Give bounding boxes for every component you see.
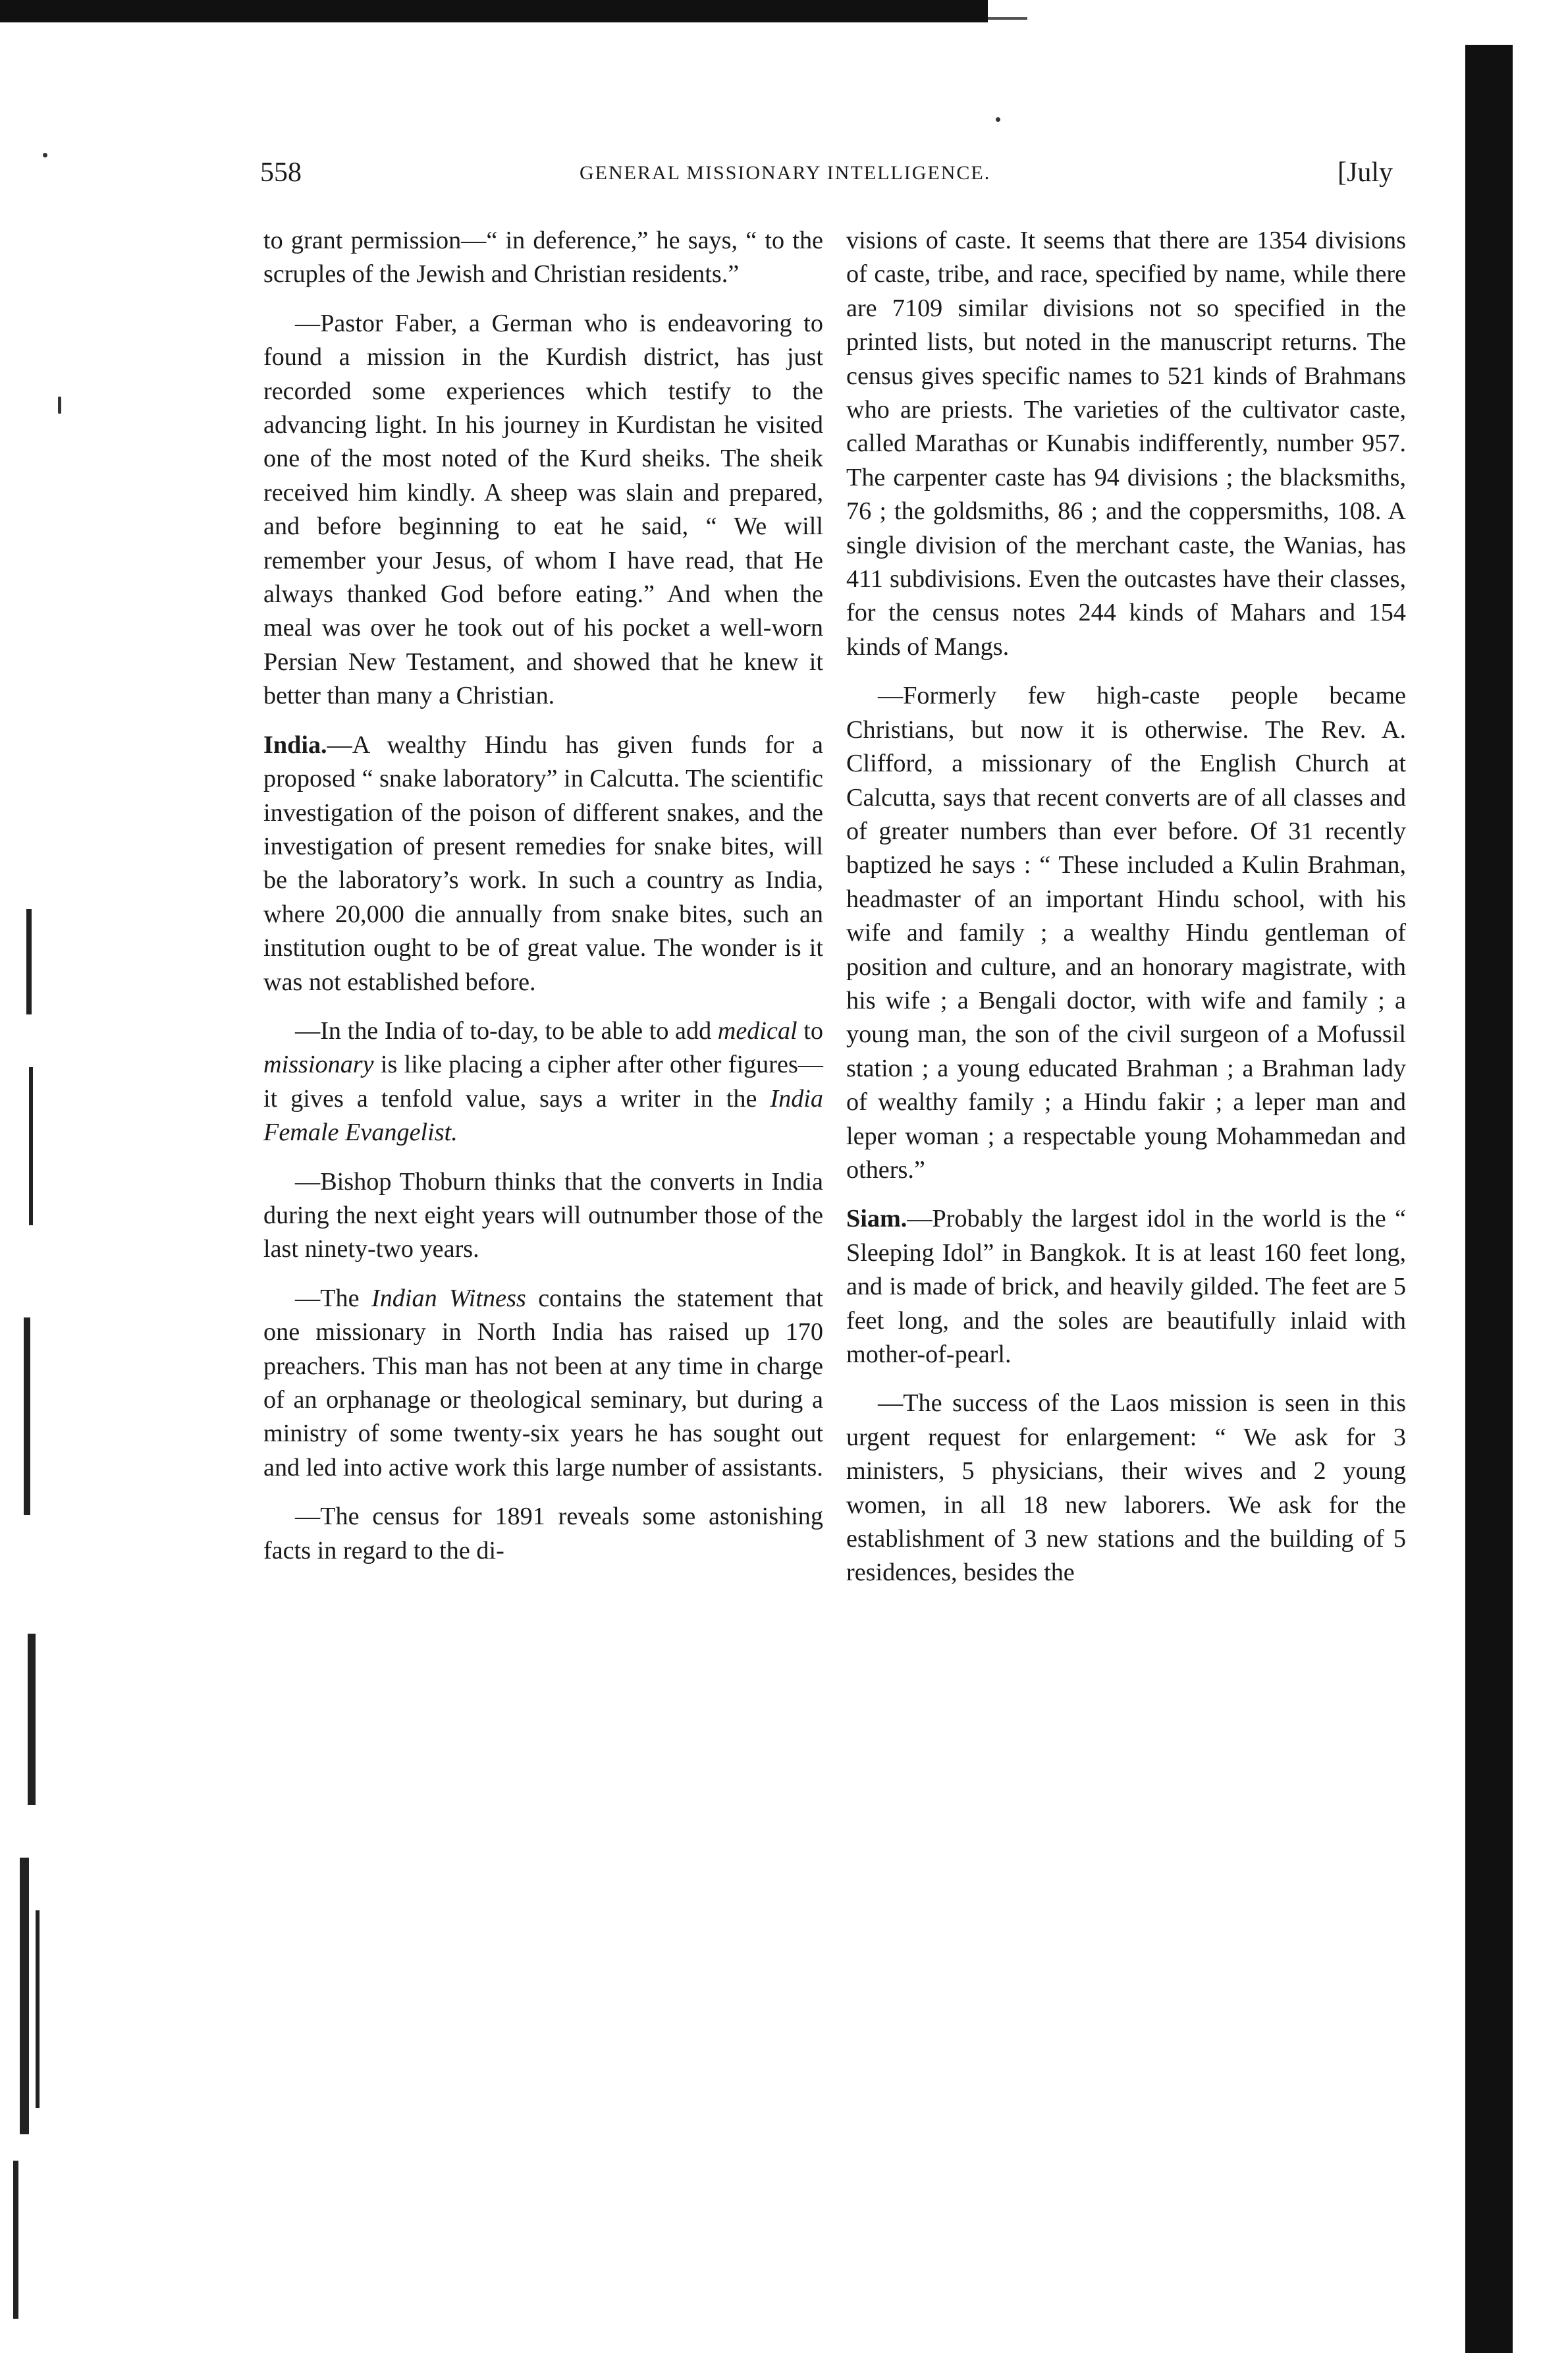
scan-top-rule-tail [988,17,1027,20]
section-lead: Siam. [846,1205,907,1233]
paragraph: —Formerly few high-caste people became Christians, but now it is otherwise. The Rev. A. Clifford, a missionary of the English Church at Calcutta, says that recent converts are of all classes and of greater numbers than ever before. Of 31 recently baptized he says : “ These included a Kulin Brahman, headmaster of an important Hindu school, with his wife and family ; a wealthy Hindu gentleman of position and culture, and an honorary magistrate, with his wife ; a Bengali doctor, with wife and family ; a young man, the son of the civil surgeon of a Mofussil station ; a young educated Brahman ; a Brahman lady of wealthy family ; a Hindu fakir ; a leper man and leper woman ; a respectable young Mohammedan and others.” [846,682,1406,1184]
running-title: GENERAL MISSIONARY INTELLIGENCE. [580,162,991,184]
paragraph: —Bishop Thoburn thinks that the converts in India during the next eight years will outnumber those of the last ninety-two years. [263,1167,823,1263]
right-column [846,224,1406,1590]
scan-top-rule [0,0,988,22]
scan-binding-edge [1465,45,1513,2353]
section-lead: India. [263,731,327,759]
left-column [263,224,823,1568]
paragraph: —In the India of to-day, to be able to add medical to missionary is like placing a cipher after other figures—it gives a tenfold value, says a writer in the India Female Evangelist. [263,1016,823,1147]
paragraph: to grant permission—“ in deference,” he says, “ to the scruples of the Jewish and Christian residents.” [263,227,823,289]
paragraph: —Pastor Faber, a German who is endeavoring to found a mission in the Kurdish district, has just recorded some experiences which testify to the advancing light. In his journey in Kurdistan he visited one of the most noted of the Kurd sheiks. The sheik received him kindly. A sheep was slain and prepared, and before beginning to eat he said, “ We will remember your Jesus, of whom I have read, that He always thanked God before eating.” And when the meal was over he took out of his pocket a well-worn Persian New Testament, and showed that he knew it better than many a Christian. [263,309,823,710]
scan-speck [996,117,1000,122]
paragraph: Siam.—Probably the largest idol in the world is the “ Sleeping Idol” in Bangkok. It is at least 160 feet long, and is made of brick, and heavily gilded. The feet are 5 feet long, and the soles are beautifully inlaid with mother-of-pearl. [846,1205,1406,1368]
paragraph: visions of caste. It seems that there are 1354 divisions of caste, tribe, and race, specified by name, while there are 7109 similar divisions not so specified in the printed lists, but noted in the manuscript returns. The census gives specific names to 521 kinds of Brahmans who are priests. The varieties of the cultivator caste, called Marathas or Kunabis indifferently, number 957. The carpenter caste has 94 divisions ; the blacksmiths, 76 ; the goldsmiths, 86 ; and the coppersmiths, 108. A single division of the merchant caste, the Wanias, has 411 subdivisions. Even the outcastes have their classes, for the census notes 244 kinds of Mahars and 154 kinds of Mangs. [846,227,1406,661]
paragraph: —The success of the Laos mission is seen in this urgent request for enlargement: “ We ask for 3 ministers, 5 physicians, their wives and 2 young women, in all 18 new laborers. We ask for the establishment of 3 new stations and the building of 5 residences, besides the [846,1389,1406,1587]
running-head [260,157,1393,196]
scan-left-edge-noise [0,856,59,2353]
paragraph: —The census for 1891 reveals some astonishing facts in regard to the di- [263,1503,823,1564]
scan-speck [58,397,61,414]
paragraph: India.—A wealthy Hindu has given funds for a proposed “ snake laboratory” in Calcutta. The scientific investigation of the poison of different snakes, and the investigation of present remedies for snake bites, will be the laboratory’s work. In such a country as India, where 20,000 die annually from snake bites, such an institution ought to be of great value. The wonder is it was not established before. [263,731,823,996]
paragraph: —The Indian Witness contains the statement that one missionary in North India has raised up 170 preachers. This man has not been at any time in charge of an orphanage or theological seminary, but during a ministry of some twenty-six years he has sought out and led into active work this large number of assistants. [263,1284,823,1481]
page-number: 558 [260,157,302,188]
running-month: [July [1338,157,1393,188]
scan-speck [43,153,47,157]
